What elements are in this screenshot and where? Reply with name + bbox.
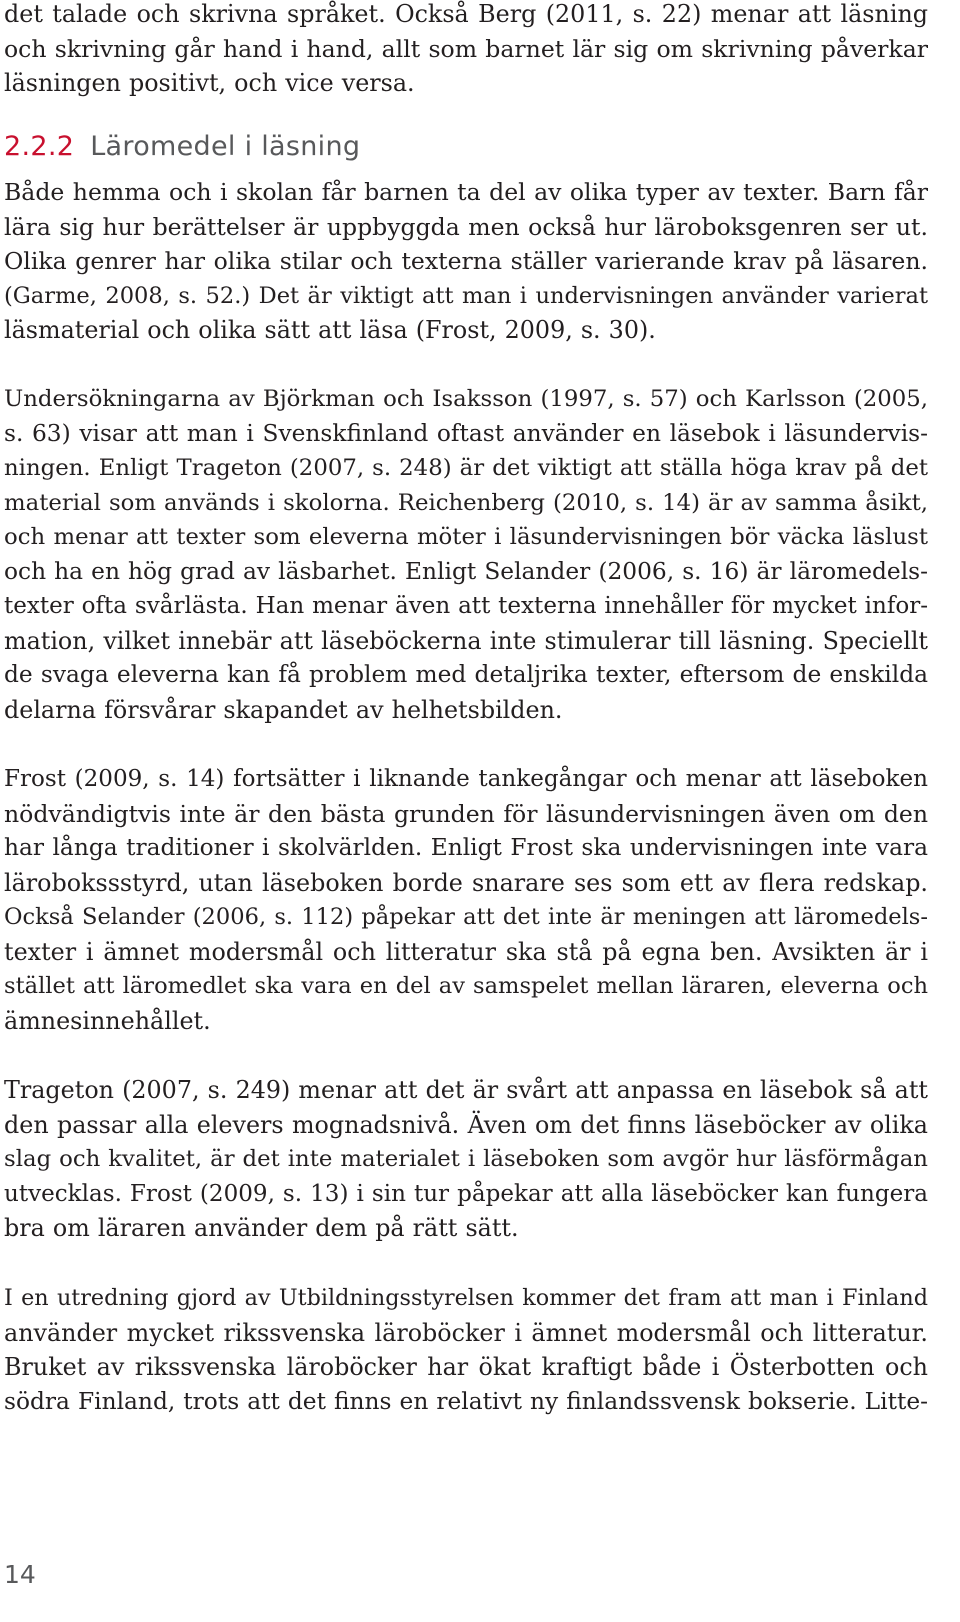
text-line: ämnesinnehållet. [4,1006,211,1035]
text-line: använder mycket rikssvenska läroböcker i ämnet modersmål och litteratur. [4,1318,928,1347]
text-line: Också Selander (2006, s. 112) påpekar att det inte är meningen att läromedels- [4,904,928,930]
text-line: Frost (2009, s. 14) fortsätter i liknande tankegångar och menar att läseboken [4,766,928,792]
text-line: delarna försvårar skapandet av helhetsbilden. [4,695,563,724]
text-line: material som används i skolorna. Reichenberg (2010, s. 14) är av samma åsikt, [4,489,928,516]
section-heading [4,129,360,165]
text-line: det talade och skrivna språket. Också Berg (2011, s. 22) menar att läsning [4,0,928,28]
paragraph-2 [4,382,928,727]
paragraph-3 [4,762,928,1038]
text-line: s. 63) visar att man i Svenskfinland oftast använder en läsebok i läsundervis- [4,419,928,447]
text-line: lära sig hur berättelser är uppbyggda men också hur läroboksgenren ser ut. [4,212,928,241]
text-line: (Garme, 2008, s. 52.) Det är viktigt att man i undervisningen använder varierat [4,282,928,309]
text-line: Bruket av rikssvenska läroböcker har ökat kraftigt både i Österbotten och [4,1353,928,1381]
text-line: nödvändigtvis inte är den bästa grunden för läsundervisningen även om den [4,799,928,828]
text-line: läsmaterial och olika sätt att läsa (Frost, 2009, s. 30). [4,316,656,344]
text-line: lärobokssstyrd, utan läseboken borde snarare ses som ett av flera redskap. [4,868,928,897]
text-line: mation, vilket innebär att läseböckerna inte stimulerar till läsning. Speciellt [4,626,928,655]
text-line: utvecklas. Frost (2009, s. 13) i sin tur påpekar att alla läseböcker kan fungera [4,1180,928,1207]
text-line: Olika genrer har olika stilar och texterna ställer varierande krav på läsaren. [4,247,928,275]
paragraph-1 [4,175,928,348]
text-line: I en utredning gjord av Utbildningsstyrelsen kommer det fram att man i Finland [4,1285,928,1311]
text-line: de svaga eleverna kan få problem med detaljrika texter, eftersom de enskilda [4,661,928,688]
text-line: Trageton (2007, s. 249) menar att det är svårt att anpassa en läsebok så att [4,1076,928,1104]
section-title: Läromedel i läsning [90,131,361,162]
intro-paragraph [4,0,928,101]
text-line: den passar alla elevers mognadsnivå. Även om det finns läseböcker av olika [4,1110,928,1139]
text-line: Undersökningarna av Björkman och Isaksson (1997, s. 57) och Karlsson (2005, [4,386,928,412]
text-line: läsningen positivt, och vice versa. [4,69,415,97]
text-line: och skrivning går hand i hand, allt som barnet lär sig om skrivning påverkar [4,34,928,63]
paragraph-5 [4,1281,928,1419]
text-line: Både hemma och i skolan får barnen ta del av olika typer av texter. Barn får [4,178,928,206]
page-number: 14 [4,1560,36,1589]
text-line: och ha en hög grad av läsbarhet. Enligt Selander (2006, s. 16) är läromedels- [4,557,928,585]
text-line: texter i ämnet modersmål och litteratur ska stå på egna ben. Avsikten är i [4,937,928,966]
text-line: ningen. Enligt Trageton (2007, s. 248) är det viktigt att ställa höga krav på det [4,455,928,481]
section-number: 2.2.2 [4,131,75,162]
text-line: stället att läromedlet ska vara en del av samspelet mellan läraren, eleverna och [4,973,928,999]
text-line: texter ofta svårlästa. Han menar även att texterna innehåller för mycket infor- [4,593,929,619]
text-line: och menar att texter som eleverna möter i läsundervisningen bör väcka läslust [4,524,928,550]
text-line: bra om läraren använder dem på rätt sätt. [4,1214,519,1242]
paragraph-4 [4,1073,928,1246]
text-line: slag och kvalitet, är det inte materialet i läseboken som avgör hur läsförmågan [4,1146,928,1172]
text-line: har långa traditioner i skolvärlden. Enligt Frost ska undervisningen inte vara [4,834,928,861]
text-line: södra Finland, trots att det finns en relativt ny finlandssvensk bokserie. Litte- [4,1387,928,1415]
